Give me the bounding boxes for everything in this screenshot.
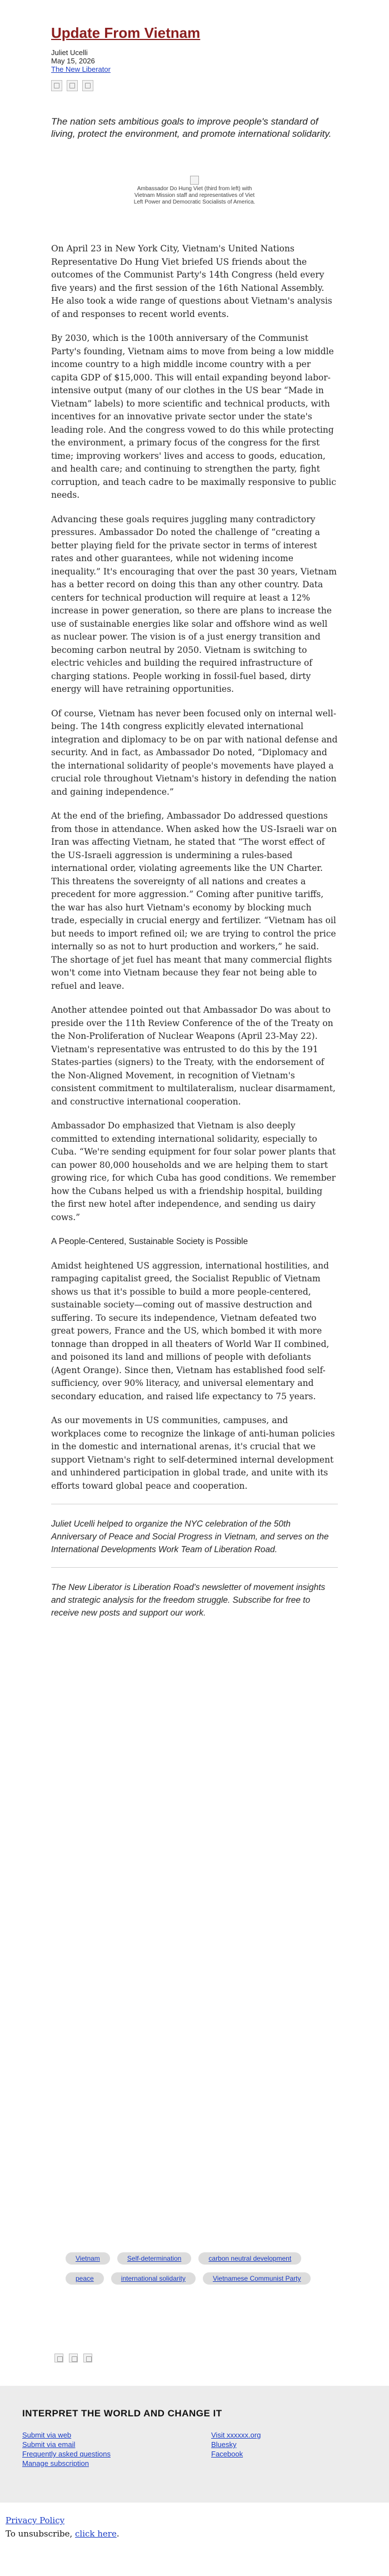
article-photo: [133, 176, 256, 206]
paragraph: Ambassador Do emphasized that Vietnam is also deeply committed to extending international solidarity, especially to Cuba. “We're sending equipment for four solar power plants that can power 80,000 households and we are helping them to start growing rice, for which Cuba has good conditions. We remember how the Cubans helped us with a friendship hospital, building the first new hotel after independence, and sending us dairy cows.”: [51, 1121, 336, 1222]
tag-international-solidarity[interactable]: international solidarity: [111, 2272, 196, 2285]
paragraph: Amidst heightened US aggression, international hostilities, and rampaging capitalist greed, the Socialist Republic of Vietnam shows us that it's possible to build a more people-centered, sustainable society—coming out of massive destruction and suffering. To secure its independence, Vietnam defeated two great powers, France and the US, which bombed it with more tonnage than dropped in all theaters of World War II combined, and poisoned its land and millions of people with defoliants (Agent Orange). Since then, Vietnam has established food self-sufficiency, over 90% literacy, and universal elementary and secondary education, and raised life expectancy to 75 years.: [51, 1260, 330, 1401]
facebook-link[interactable]: Facebook: [211, 2450, 243, 2458]
photo-caption: Ambassador Do Hung Viet (third from left) with Vietnam Mission staff and representatives of Viet Left Power and Democratic Socialists of America.: [133, 186, 256, 205]
paragraph: Of course, Vietnam has never been focused only on internal well-being. The 14th congress explicitly elevated international integration and diplomacy to be on par with national defense and security. And in fact, as Ambassador Do noted, “Diplomacy and the international solidarity of people's movements have played a crucial role throughout Vietnam's history in defending the nation and gaining independence.”: [51, 708, 338, 797]
share-icon-4[interactable]: [54, 2354, 63, 2362]
manage-subscription-link[interactable]: Manage subscription: [22, 2459, 89, 2468]
section-subhead: A People-Centered, Sustainable Society is Possible: [51, 1237, 248, 1246]
share-icon-1[interactable]: [51, 80, 62, 91]
bluesky-link[interactable]: Bluesky: [211, 2440, 237, 2449]
author-name: Juliet Ucelli: [51, 48, 88, 57]
broken-image-icon: [190, 176, 199, 185]
footer-heading: INTERPRET THE WORLD AND CHANGE IT: [22, 2408, 222, 2419]
paragraph: By 2030, which is the 100th anniversary of the Communist Party's founding, Vietnam aims to move from being a low middle income country to a high middle income country with a per capita GDP of $15,000. This will entail expanding beyond labor-intensive output (many of our clothes in the US bear “Made in Vietnam” labels) to more scientific and technical products, with incentives for an innovative private sector under the state's leading role. And the congress vowed to do this while protecting the environment, a primary focus of the congress for the first time; improving workers' lives and access to goods, education, and health care; and continuing to strengthen the party, fight corruption, and teach cadre to be maximally responsive to public needs.: [51, 333, 336, 500]
submit-web-link[interactable]: Submit via web: [22, 2431, 72, 2439]
paragraph: As our movements in US communities, campuses, and workplaces come to recognize the linkage of anti-human policies in the domestic and international arenas, it's crucial that we support Vietnam's right to self-determined internal development and unhindered participation in global trade, and unite with its efforts toward global peace and cooperation.: [51, 1415, 335, 1491]
publish-date: May 15, 2026: [51, 57, 95, 65]
article-header: [51, 24, 338, 92]
paragraph: Advancing these goals requires juggling many contradictory pressures. Ambassador Do noted the challenge of “creating a better playing field for the private sector in terms of interest rates and other guarantees, while not widening income inequality.” It's encouraging that over the past 30 years, Vietnam has a better record on doing this than any other country. Data centers for technical production will require at least a 12% increase in power generation, so there are plans to increase the use of sustainable energies like solar and offshore wind as well as nuclear power. The vision is of a just energy transition and becoming carbon neutral by 2050. Vietnam is switching to electric vehicles and building the required infrastructure of charging stations. People working in fossil-fuel based, dirty energy will have retraining opportunities.: [51, 514, 337, 694]
footer-links-right: [211, 2430, 356, 2468]
paragraph: On April 23 in New York City, Vietnam's United Nations Representative Do Hung Viet briefed US friends about the outcomes of the Communist Party's 14th Congress (held every five years) and the first session of the 16th National Assembly. He also took a wide range of questions about Vietnam's analysis of and responses to recent world events.: [51, 244, 332, 319]
faq-link[interactable]: Frequently asked questions: [22, 2450, 111, 2458]
paragraph: At the end of the briefing, Ambassador Do addressed questions from those in attendance. When asked how the US-Israeli war on Iran was affecting Vietnam, he stated that “The worst effect of the US-Israeli aggression is undermining a rules-based international order, violating agreements like the UN Charter. This threatens the sovereignty of all nations and creates a precedent for more aggression.” Coming after punitive tariffs, the war has also hurt Vietnam's economy by blocking much trade, especially in crucial energy and fertilizer. “Vietnam has oil but needs to import refined oil; we are trying to control the price internally so as not to hurt production and workers,” he said. The shortage of jet fuel has meant that many commercial flights won't come into Vietnam because they fear not being able to refuel and leave.: [51, 811, 337, 991]
byline: [51, 48, 338, 73]
unsubscribe-link[interactable]: click here: [75, 2529, 117, 2539]
tag-list: [66, 2252, 332, 2292]
share-icon-5[interactable]: [69, 2354, 78, 2362]
share-icon-6[interactable]: [83, 2354, 92, 2362]
tag-peace[interactable]: peace: [66, 2272, 104, 2285]
footer-share-icons: [54, 2354, 92, 2362]
article-lede: The nation sets ambitious goals to improve people's standard of living, protect the environment, and promote international solidarity.: [51, 116, 332, 139]
tag-carbon-neutral-development[interactable]: carbon neutral development: [198, 2252, 301, 2265]
paragraph: Another attendee pointed out that Ambassador Do was about to preside over the 11th Review Conference of the of the Treaty on the Non-Proliferation of Nuclear Weapons (April 23-May 22). Vietnam's representative was entrusted to do this by the 191 States-parties (signers) to the Treaty, with the endorsement of the Non-Aligned Movement, in recognition of Vietnam's consistent commitment to multilateralism, nuclear disarmament, and constructive international cooperation.: [51, 1005, 336, 1107]
privacy-policy-link[interactable]: Privacy Policy: [6, 2515, 65, 2525]
footer-links-left: [22, 2430, 167, 2468]
visit-site-link[interactable]: Visit xxxxxx.org: [211, 2431, 261, 2439]
publication-link[interactable]: The New Liberator: [51, 65, 111, 73]
tag-vietnam[interactable]: Vietnam: [66, 2252, 110, 2265]
article-title[interactable]: Update From Vietnam: [51, 24, 201, 41]
article-body: [51, 242, 338, 1631]
share-icons: [51, 80, 338, 92]
top-rule: [0, 0, 389, 3]
tag-self-determination[interactable]: Self-determination: [117, 2252, 191, 2265]
share-icon-3[interactable]: [82, 80, 93, 91]
tag-vietnamese-communist-party[interactable]: Vietnamese Communist Party: [203, 2272, 311, 2285]
divider: [51, 1567, 338, 1568]
author-note: Juliet Ucelli helped to organize the NYC celebration of the 50th Anniversary of Peace and Social Progress in Vietnam, and serves on the International Developments Work Team of Liberation Road.: [51, 1519, 329, 1554]
share-icon-2[interactable]: [67, 80, 78, 91]
unsubscribe-line: To unsubscribe, click here.: [6, 2529, 119, 2539]
submit-email-link[interactable]: Submit via email: [22, 2440, 76, 2449]
legal-footer: [6, 2514, 383, 2540]
newsletter-note: The New Liberator is Liberation Road's newsletter of movement insights and strategic analysis for the freedom struggle. Subscribe for free to receive new posts and support our work.: [51, 1583, 326, 1618]
footer: [0, 2386, 389, 2503]
